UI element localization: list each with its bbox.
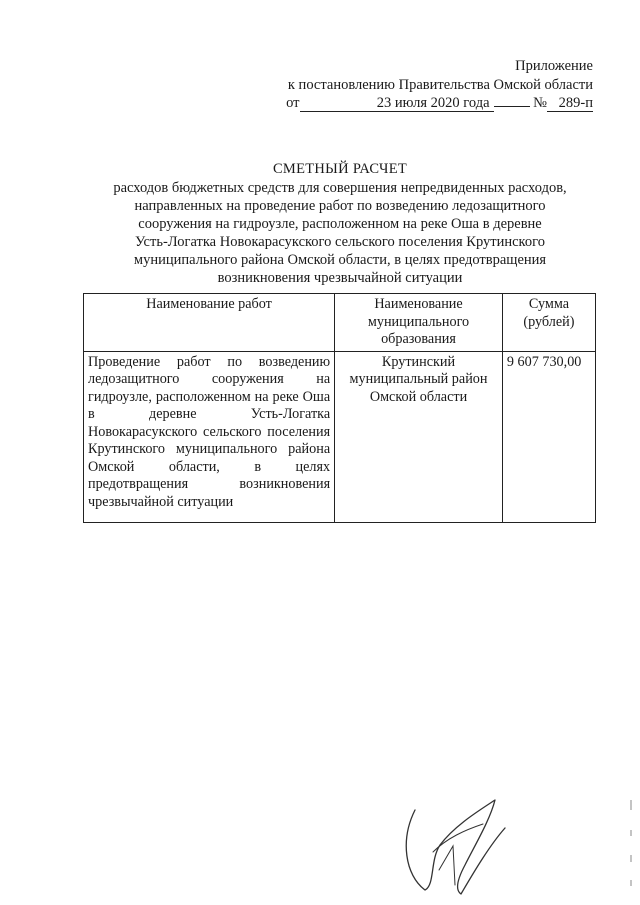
appendix-header <box>286 57 593 113</box>
document-title-block <box>90 160 590 287</box>
cell-work: Проведение работ по возведению ледозащитного сооружения на гидроузле, расположенном на реке Оша в деревне Усть-Логатка Новокарасукского сельского поселения Крутинского муниципального района Омской области, в целях предотвращения возникновения чрезвычайной ситуации <box>84 351 335 522</box>
header-municipality: Наименование муниципального образования <box>335 294 503 352</box>
resolution-number: 289-п <box>547 96 593 112</box>
title-line: возникновения чрезвычайной ситуации <box>217 270 463 286</box>
title-line: Усть-Логатка Новокарасукского сельского поселения Крутинского <box>135 234 545 250</box>
date-number-line <box>286 94 593 113</box>
header-work: Наименование работ <box>84 294 335 352</box>
table-header-row <box>84 294 596 352</box>
title-line: муниципального района Омской области, в целях предотвращения <box>133 252 547 268</box>
cell-sum: 9 607 730,00 <box>502 351 595 522</box>
title-line: направленных на проведение работ по возведению ледозащитного <box>134 198 546 214</box>
number-label: № <box>533 95 547 111</box>
title-line: расходов бюджетных средств для совершения непредвиденных расходов, <box>113 180 567 196</box>
title-line: сооружения на гидроузле, расположенном на реке Оша в деревне <box>138 216 542 232</box>
handwritten-signature <box>395 790 525 900</box>
table-row <box>84 351 596 522</box>
cell-municipality: Крутинский муниципальный район Омской области <box>335 351 503 522</box>
appendix-label: Приложение <box>515 58 593 74</box>
estimate-table <box>83 293 596 523</box>
resolution-date: 23 июля 2020 года <box>300 96 494 112</box>
resolution-reference: к постановлению Правительства Омской области <box>287 76 593 93</box>
scan-edge-marks <box>628 800 634 890</box>
header-sum: Сумма (рублей) <box>502 294 595 352</box>
date-underline-tail <box>494 106 530 107</box>
from-label: от <box>286 95 300 111</box>
document-title: СМЕТНЫЙ РАСЧЕТ <box>272 161 408 177</box>
